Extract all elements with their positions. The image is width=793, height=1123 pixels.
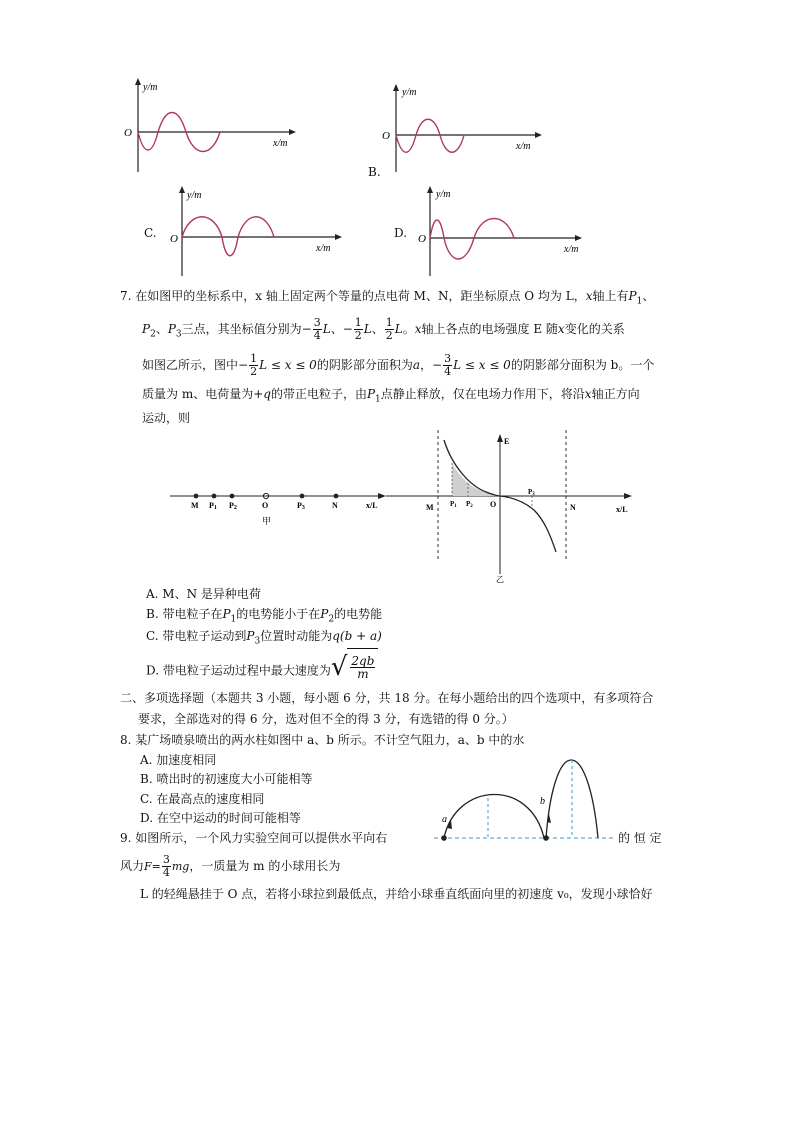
fraction: $\frac{3}{4}$: [444, 352, 452, 378]
axis-label: x/L: [616, 505, 628, 514]
label-o: O: [490, 500, 497, 509]
figure-yi-svg: [386, 426, 642, 584]
wave-graph-b: [368, 80, 558, 180]
x-axis-label: x/m: [273, 138, 288, 149]
wave-graph-b-svg: [368, 80, 558, 180]
q7-option-c: C. 带电粒子运动到$P_3$位置时动能为q(b + a): [146, 629, 382, 647]
fountain-figure: [426, 754, 626, 844]
q7-option-d: D. 带电粒子运动过程中最大速度为 √ $\frac{2qb}{m}$: [146, 648, 378, 689]
q8-option-b: B. 喷出时的初速度大小可能相等: [140, 772, 313, 786]
option-d-label: D.: [394, 226, 408, 240]
wave-graph-a-svg: [120, 76, 310, 176]
wave-graph-d: [392, 184, 592, 280]
q9-line-3: L 的轻绳悬挂于 O 点，若将小球拉到最低点，并给小球垂直纸面向里的初速度 v₀，发现小球恰好: [140, 887, 653, 901]
fraction: $\frac{1}{2}$: [250, 352, 258, 378]
label-p2: P2: [229, 501, 237, 511]
q7-line-4: 质量为 m、电荷量为+q的带正电粒子，由$P_1$点静止释放，仅在电场力作用下，将沿x轴正方向: [142, 387, 640, 405]
label-p2: P2: [466, 500, 473, 509]
q7-line-5: 运动，则: [142, 411, 191, 425]
x-axis-label: x/m: [516, 141, 531, 152]
caption-yi: 乙: [496, 575, 504, 584]
wave-graph-a: [120, 76, 310, 176]
section-2-heading: 二、多项选择题（本题共 3 小题，每小题 6 分，共 18 分。在每小题给出的四个选项中，有多项符合: [120, 691, 654, 705]
origin-label: O: [418, 233, 426, 245]
label-m: M: [426, 503, 434, 512]
origin-label: O: [382, 130, 390, 142]
label-m: M: [191, 501, 199, 510]
origin-label: O: [124, 127, 132, 139]
wave-graph-d-svg: [392, 184, 592, 280]
figure-jia-svg: [166, 484, 396, 534]
fraction: $\frac{3}{4}$: [162, 853, 170, 879]
q8-option-d: D. 在空中运动的时间可能相等: [140, 811, 301, 825]
q9-line-2: 风力F= $\frac{3}{4}$ mg，一质量为 m 的小球用长为: [120, 853, 341, 879]
x-axis-label: x/m: [316, 243, 331, 254]
label-p3: P3: [528, 488, 535, 497]
q7-line-3: 如图乙所示，图中− $\frac{1}{2}$ L ≤ x ≤ 0的阴影部分面积为a，− $\frac{3}{4}$ L ≤ x ≤ 0的阴影部分面积为 b。一个: [142, 352, 655, 378]
option-b-label: B.: [368, 165, 381, 179]
q7-option-a: A. M、N 是异种电荷: [146, 587, 261, 601]
fraction: $\frac{3}{4}$: [313, 316, 321, 342]
label-n: N: [332, 501, 338, 510]
q7-line-2: $P_2$、$P_3$三点，其坐标值分别为− $\frac{3}{4}$ L、− $\frac{1}{2}$ L、 $\frac{1}{2}$ L。x轴上各点的电场强度 E 随x变化的关系: [142, 316, 625, 342]
q8-option-a: A. 加速度相同: [140, 753, 217, 767]
origin-label: O: [170, 233, 178, 245]
y-axis-label: y/m: [436, 189, 451, 200]
wave-curve: [182, 217, 274, 256]
q8-stem: 8. 某广场喷泉喷出的两水柱如图中 a、b 所示。不计空气阻力，a、b 中的水: [120, 733, 525, 747]
axis-label: x/L: [366, 501, 378, 510]
wave-graph-c: [142, 184, 342, 280]
fountain-figure-svg: [426, 754, 626, 844]
e-axis-label: E: [504, 437, 510, 446]
label-p1: P1: [450, 500, 457, 509]
fraction: $\frac{1}{2}$: [354, 316, 362, 342]
figure-yi: [386, 426, 642, 584]
label-n: N: [570, 503, 576, 512]
caption-jia: 甲: [262, 516, 272, 526]
q7-line-1: 7. 在如图甲的坐标系中，x 轴上固定两个等量的点电荷 M、N，距坐标原点 O 均为 L，x轴上有$P_1$、: [120, 289, 655, 307]
label-a: a: [442, 814, 447, 825]
q7-option-b: B. 带电粒子在$P_1$的电势能小于在$P_2$的电势能: [146, 607, 383, 625]
x-axis-label: x/m: [564, 244, 579, 255]
fraction: $\frac{1}{2}$: [385, 316, 393, 342]
y-axis-label: y/m: [143, 82, 158, 93]
section-2-instructions: 要求，全部选对的得 6 分，选对但不全的得 3 分，有选错的得 0 分。）: [138, 712, 514, 726]
wave-graph-c-svg: [142, 184, 342, 280]
wave-curve: [396, 119, 464, 152]
label-p3: P3: [297, 501, 305, 511]
label-p1: P1: [209, 501, 217, 511]
y-axis-label: y/m: [402, 87, 417, 98]
sqrt-expression: √ $\frac{2qb}{m}$: [331, 648, 379, 685]
shaded-area: [452, 463, 500, 496]
q9-line-1b: 的 恒 定: [618, 831, 662, 845]
label-o: O: [262, 501, 269, 510]
label-b: b: [540, 796, 545, 807]
figure-jia: [166, 484, 396, 534]
y-axis-label: y/m: [187, 190, 202, 201]
q8-option-c: C. 在最高点的速度相同: [140, 792, 265, 806]
q9-line-1a: 9. 如图所示，一个风力实验空间可以提供水平向右: [120, 831, 388, 845]
option-c-label: C.: [144, 226, 157, 240]
stream-a: [444, 794, 544, 838]
wave-curve: [430, 219, 514, 260]
